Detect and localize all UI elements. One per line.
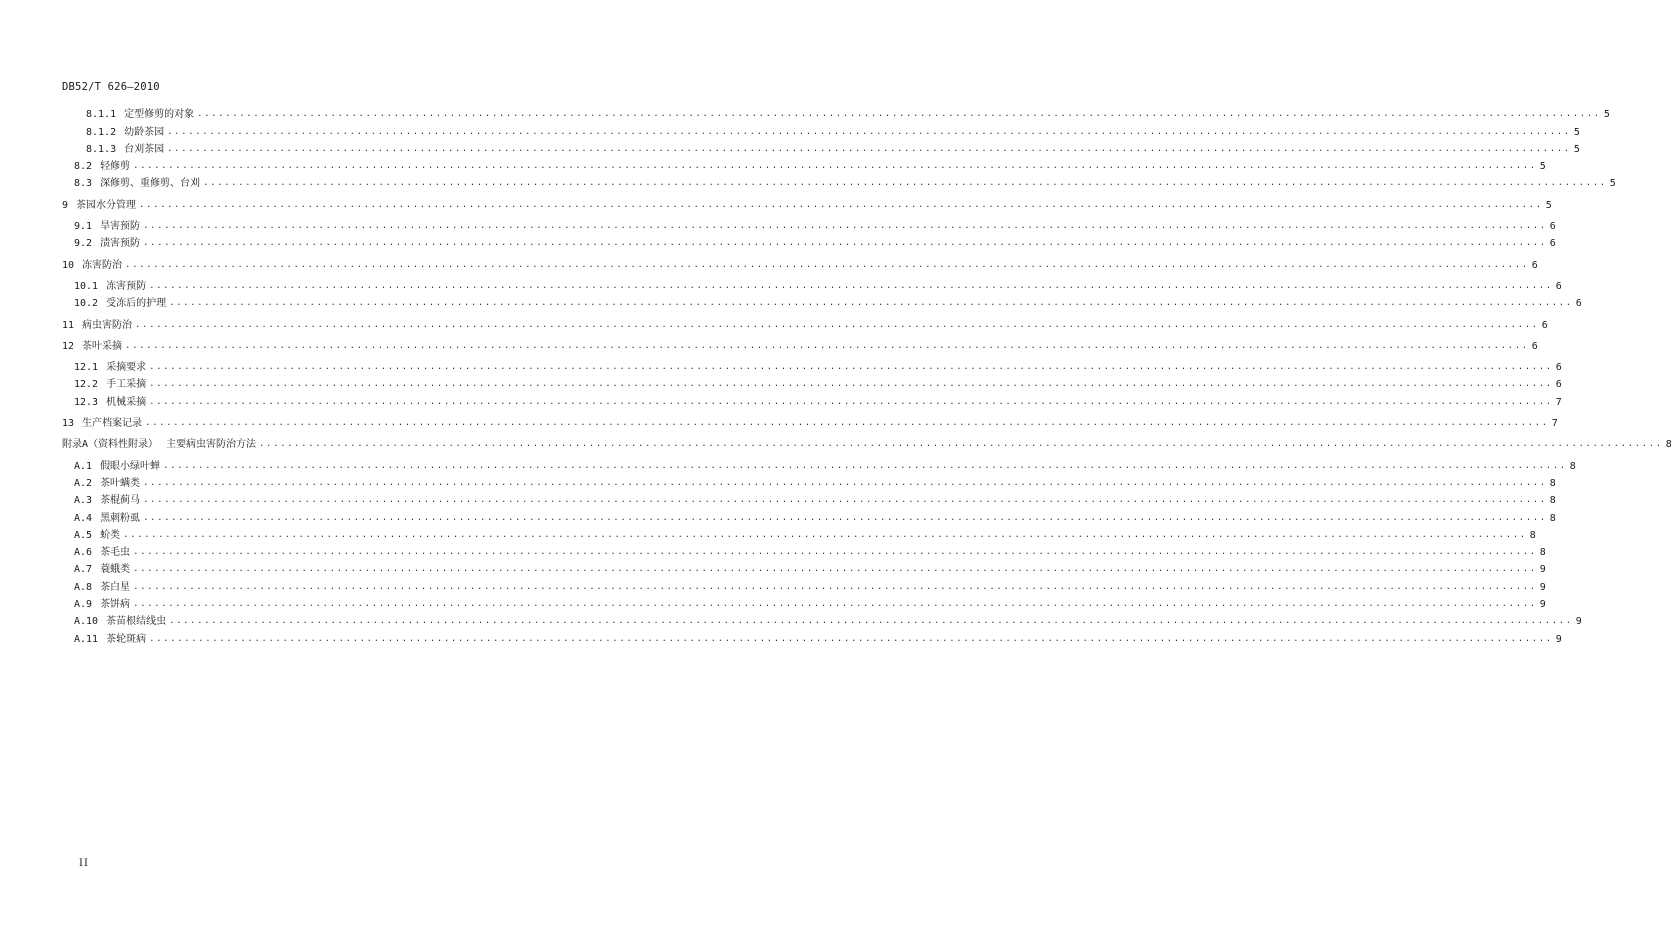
toc-entry-number: 9.2 xyxy=(74,238,93,250)
toc-entry-title: 旱害预防 xyxy=(100,221,141,233)
toc-leader-dots: ........................................................................................................................................................................................................ xyxy=(143,221,1547,232)
toc-entry-page: 6 xyxy=(1555,379,1562,391)
toc-entry-number: 11 xyxy=(62,319,75,331)
toc-entry-title: 病虫害防治 xyxy=(82,319,133,331)
toc-entry[interactable] xyxy=(62,391,1562,408)
toc-entry-page: 9 xyxy=(1555,633,1562,645)
toc-entry-number: 13 xyxy=(62,418,75,430)
toc-entry-number: 12.1 xyxy=(74,362,99,374)
toc-entry-page: 6 xyxy=(1575,298,1582,310)
toc-leader-dots: ........................................................................................................................................................................................................ xyxy=(167,143,1571,154)
toc-entry-page: 6 xyxy=(1555,280,1562,292)
toc-leader-dots: ........................................................................................................................................................................................................ xyxy=(203,178,1607,189)
toc-entry-number: A.11 xyxy=(74,633,99,645)
toc-leader-dots: ........................................................................................................................................................................................................ xyxy=(149,633,1553,644)
toc-entry-page: 6 xyxy=(1555,362,1562,374)
toc-entry-page: 6 xyxy=(1531,259,1538,271)
toc-entry-page: 8 xyxy=(1549,477,1556,489)
toc-entry-page: 9 xyxy=(1575,616,1582,628)
toc-entry-title: 主要病虫害防治方法 xyxy=(166,439,257,451)
toc-entry[interactable] xyxy=(62,525,1536,542)
toc-entry-page: 6 xyxy=(1531,340,1538,352)
toc-leader-dots: ........................................................................................................................................................................................................ xyxy=(125,259,1529,270)
toc-entry[interactable] xyxy=(62,473,1556,490)
toc-leader-dots: ........................................................................................................................................................................................................ xyxy=(133,599,1537,610)
toc-entry-title: 手工采摘 xyxy=(106,379,147,391)
toc-entry[interactable] xyxy=(62,314,1548,331)
toc-entry-title: 茶棍蓟马 xyxy=(100,495,141,507)
toc-entry-title: 幼龄茶园 xyxy=(124,126,165,138)
toc-entry-page: 5 xyxy=(1545,199,1552,211)
toc-entry-number: 9 xyxy=(62,199,69,211)
toc-entry-title: 黑刺粉虱 xyxy=(100,512,141,524)
toc-leader-dots: ........................................................................................................................................................................................................ xyxy=(143,495,1547,506)
toc-entry-title: 渍害预防 xyxy=(100,238,141,250)
toc-entry[interactable] xyxy=(62,293,1582,310)
toc-entry-number: 8.2 xyxy=(74,161,93,173)
toc-entry-title: 冻害预防 xyxy=(106,280,147,292)
toc-entry-page: 5 xyxy=(1603,109,1610,121)
toc-entry-number: 8.3 xyxy=(74,178,93,190)
toc-entry-title: 深修剪、重修剪、台刈 xyxy=(100,178,201,190)
toc-entry[interactable] xyxy=(62,139,1580,156)
toc-entry[interactable] xyxy=(62,434,1672,451)
toc-entry[interactable] xyxy=(62,559,1546,576)
toc-entry-title: 蚧类 xyxy=(100,529,121,541)
toc-entry-page: 6 xyxy=(1549,238,1556,250)
toc-entry-page: 8 xyxy=(1549,512,1556,524)
toc-entry-title: 采摘要求 xyxy=(106,362,147,374)
toc-entry[interactable] xyxy=(62,216,1556,233)
toc-leader-dots: ........................................................................................................................................................................................................ xyxy=(149,362,1553,373)
toc-entry[interactable] xyxy=(62,490,1556,507)
toc-entry-page: 9 xyxy=(1539,599,1546,611)
toc-leader-dots: ........................................................................................................................................................................................................ xyxy=(123,529,1527,540)
toc-entry-title: 茶叶螨类 xyxy=(100,477,141,489)
toc-entry-title: 机械采摘 xyxy=(106,396,147,408)
toc-entry-title: 茶轮斑病 xyxy=(106,633,147,645)
toc-entry[interactable] xyxy=(62,576,1546,593)
toc-entry-number: A.8 xyxy=(74,581,93,593)
toc-entry-number: A.6 xyxy=(74,547,93,559)
toc-entry-title: 定型修剪的对象 xyxy=(124,109,195,121)
toc-leader-dots: ........................................................................................................................................................................................................ xyxy=(149,379,1553,390)
toc-entry-page: 5 xyxy=(1573,126,1580,138)
toc-leader-dots: ........................................................................................................................................................................................................ xyxy=(167,126,1571,137)
toc-entry[interactable] xyxy=(62,194,1552,211)
toc-leader-dots: ........................................................................................................................................................................................................ xyxy=(143,238,1547,249)
toc-entry[interactable] xyxy=(62,611,1582,628)
toc-entry-page: 7 xyxy=(1551,418,1558,430)
toc-entry-number: A.7 xyxy=(74,564,93,576)
toc-entry-title: 假眼小绿叶蝉 xyxy=(100,460,161,472)
toc-entry-number: 附录A（资料性附录） xyxy=(62,439,159,451)
toc-entry[interactable] xyxy=(62,233,1556,250)
toc-entry-number: A.1 xyxy=(74,460,93,472)
toc-leader-dots: ........................................................................................................................................................................................................ xyxy=(143,477,1547,488)
toc-entry-title: 冻害防治 xyxy=(82,259,123,271)
toc-entry[interactable] xyxy=(62,336,1538,353)
toc-leader-dots: ........................................................................................................................................................................................................ xyxy=(197,109,1601,120)
toc-entry[interactable] xyxy=(62,254,1538,271)
toc-entry-number: A.3 xyxy=(74,495,93,507)
toc-leader-dots: ........................................................................................................................................................................................................ xyxy=(135,319,1539,330)
page-number-footer: II xyxy=(79,858,89,869)
toc-entry-page: 8 xyxy=(1539,547,1546,559)
toc-leader-dots: ........................................................................................................................................................................................................ xyxy=(133,547,1537,558)
toc-entry-page: 8 xyxy=(1529,529,1536,541)
toc-entry[interactable] xyxy=(62,276,1562,293)
toc-entry-title: 茶苗根结线虫 xyxy=(106,616,167,628)
toc-entry-page: 6 xyxy=(1549,221,1556,233)
toc-entry-title: 蓑蛾类 xyxy=(100,564,131,576)
toc-entry-number: 10.2 xyxy=(74,298,99,310)
toc-entry-number: A.10 xyxy=(74,616,99,628)
toc-entry-number: A.9 xyxy=(74,599,93,611)
toc-entry-page: 9 xyxy=(1539,564,1546,576)
toc-entry-page: 7 xyxy=(1555,396,1562,408)
toc-entry[interactable] xyxy=(62,507,1556,524)
document-id-header: DB52/T 626—2010 xyxy=(62,81,160,93)
toc-entry-number: 12 xyxy=(62,340,75,352)
toc-entry[interactable] xyxy=(62,594,1546,611)
toc-entry[interactable] xyxy=(62,542,1546,559)
toc-leader-dots: ........................................................................................................................................................................................................ xyxy=(143,512,1547,523)
toc-entry-page: 5 xyxy=(1573,143,1580,155)
table-of-contents xyxy=(62,104,1672,646)
toc-entry[interactable] xyxy=(62,374,1562,391)
toc-entry-number: A.4 xyxy=(74,512,93,524)
toc-leader-dots: ........................................................................................................................................................................................................ xyxy=(169,616,1573,627)
toc-leader-dots: ........................................................................................................................................................................................................ xyxy=(133,564,1537,575)
toc-entry[interactable] xyxy=(62,121,1580,138)
toc-entry-number: 8.1.3 xyxy=(86,143,117,155)
toc-leader-dots: ........................................................................................................................................................................................................ xyxy=(133,161,1537,172)
toc-entry-title: 茶白星 xyxy=(100,581,131,593)
toc-leader-dots: ........................................................................................................................................................................................................ xyxy=(125,340,1529,351)
toc-entry-number: 10.1 xyxy=(74,280,99,292)
toc-entry-title: 生产档案记录 xyxy=(82,418,143,430)
toc-entry-page: 6 xyxy=(1541,319,1548,331)
toc-entry-page: 5 xyxy=(1539,161,1546,173)
toc-entry-title: 茶园水分管理 xyxy=(76,199,137,211)
toc-entry[interactable] xyxy=(62,173,1616,190)
toc-entry[interactable] xyxy=(62,413,1558,430)
toc-entry-number: 8.1.1 xyxy=(86,109,117,121)
toc-leader-dots: ........................................................................................................................................................................................................ xyxy=(149,280,1553,291)
toc-leader-dots: ........................................................................................................................................................................................................ xyxy=(145,418,1549,429)
toc-entry[interactable] xyxy=(62,455,1576,472)
toc-entry-title: 茶毛虫 xyxy=(100,547,131,559)
toc-entry-number: 12.2 xyxy=(74,379,99,391)
toc-entry-number: 12.3 xyxy=(74,396,99,408)
toc-entry-page: 8 xyxy=(1665,439,1672,451)
toc-entry-page: 9 xyxy=(1539,581,1546,593)
toc-entry-title: 茶叶采摘 xyxy=(82,340,123,352)
toc-entry-number: A.2 xyxy=(74,477,93,489)
toc-entry-title: 轻修剪 xyxy=(100,161,131,173)
toc-entry-page: 5 xyxy=(1609,178,1616,190)
toc-entry[interactable] xyxy=(62,357,1562,374)
toc-entry-number: 8.1.2 xyxy=(86,126,117,138)
toc-entry[interactable] xyxy=(62,104,1610,121)
toc-entry[interactable] xyxy=(62,156,1546,173)
toc-leader-dots: ........................................................................................................................................................................................................ xyxy=(149,396,1553,407)
toc-leader-dots: ........................................................................................................................................................................................................ xyxy=(133,581,1537,592)
toc-entry-title: 茶饼病 xyxy=(100,599,131,611)
toc-leader-dots: ........................................................................................................................................................................................................ xyxy=(139,199,1543,210)
toc-entry-number: 9.1 xyxy=(74,221,93,233)
toc-entry[interactable] xyxy=(62,628,1562,645)
toc-entry-page: 8 xyxy=(1569,460,1576,472)
toc-entry-number: A.5 xyxy=(74,529,93,541)
toc-entry-page: 8 xyxy=(1549,495,1556,507)
toc-leader-dots: ........................................................................................................................................................................................................ xyxy=(163,460,1567,471)
toc-leader-dots: ........................................................................................................................................................................................................ xyxy=(169,298,1573,309)
toc-entry-title: 台刈茶园 xyxy=(124,143,165,155)
toc-leader-dots: ........................................................................................................................................................................................................ xyxy=(259,439,1663,450)
toc-entry-title: 受冻后的护理 xyxy=(106,298,167,310)
toc-entry-number: 10 xyxy=(62,259,75,271)
